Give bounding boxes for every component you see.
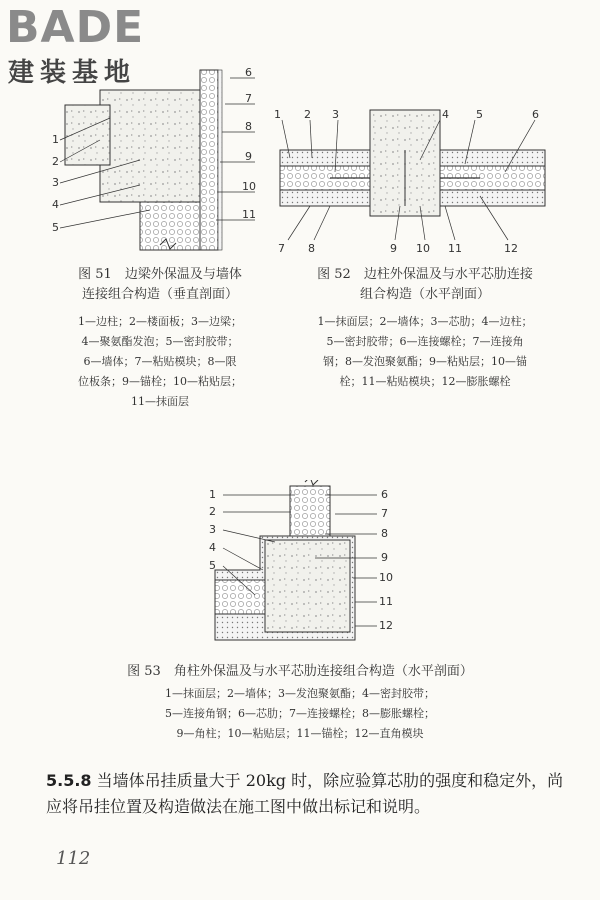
fig53-label-3: 3: [209, 523, 216, 536]
fig51-label-2: 2: [52, 155, 59, 168]
fig53-label-1: 1: [209, 488, 216, 501]
fig51-label-9: 9: [245, 150, 252, 163]
fig51-label-1: 1: [52, 133, 59, 146]
fig51-label-5: 5: [52, 221, 59, 234]
page-number: 112: [56, 848, 91, 869]
figure-53-caption: 图 53 角柱外保温及与水平芯肋连接组合构造（水平剖面）: [127, 664, 473, 679]
fig53-label-10: 10: [379, 571, 393, 584]
fig53-label-2: 2: [209, 505, 216, 518]
fig53-label-12: 12: [379, 619, 393, 632]
fig52-label-2: 2: [304, 108, 311, 121]
clause-5-5-8: [46, 768, 566, 820]
fig52-label-7: 7: [278, 242, 285, 255]
figure-51-legend: 1—边柱；2—楼面板；3—边梁； 4—聚氨酯发泡；5—密封胶带； 6—墙体；7—粘贴模块；8—限 位板条；9—锚栓；10—粘贴层； 11—抹面层: [78, 315, 242, 408]
fig52-label-5: 5: [476, 108, 483, 121]
fig52-label-6: 6: [532, 108, 539, 121]
fig51-label-7: 7: [245, 92, 252, 105]
fig53-label-11: 11: [379, 595, 393, 608]
fig51-label-6: 6: [245, 66, 252, 79]
fig52-label-3: 3: [332, 108, 339, 121]
clause-number: 5.5.8: [46, 771, 92, 790]
figure-51-drawing: [40, 60, 270, 260]
figure-52-caption: 图 52 边柱外保温及与水平芯肋连接 组合构造（水平剖面）: [317, 267, 533, 302]
logo-subtitle: 建装基地: [8, 58, 137, 88]
fig52-label-8: 8: [308, 242, 315, 255]
figure-52-legend: 1—抹面层；2—墙体；3—芯肋；4—边柱； 5—密封胶带；6—连接螺栓；7—连接角 钢；8—发泡聚氨酯；9—粘贴层；10—锚 栓；11—粘贴模块；12—膨胀螺栓: [317, 315, 533, 388]
logo-brand: BADE: [6, 2, 145, 53]
fig52-label-11: 11: [448, 242, 462, 255]
fig51-label-4: 4: [52, 198, 59, 211]
fig51-label-10: 10: [242, 180, 256, 193]
clause-text: 当墙体吊挂质量大于 20kg 时，除应验算芯肋的强度和稳定外，尚应将吊挂位置及构造做法在施工图中做出标记和说明。: [46, 771, 564, 816]
figure-53-legend: 1—抹面层；2—墙体；3—发泡聚氨酯；4—密封胶带； 5—连接角钢；6—芯肋；7—连接螺栓；8—膨胀螺栓； 9—角柱；10—粘贴层；11—锚栓；12—直角模块: [165, 687, 435, 740]
fig51-label-11: 11: [242, 208, 256, 221]
fig52-label-9: 9: [390, 242, 397, 255]
figure-52-drawing: [270, 100, 560, 260]
fig51-label-8: 8: [245, 120, 252, 133]
fig53-label-4: 4: [209, 541, 216, 554]
figure-53-drawing: [205, 480, 405, 650]
fig52-label-4: 4: [442, 108, 449, 121]
fig53-label-8: 8: [381, 527, 388, 540]
fig52-label-12: 12: [504, 242, 518, 255]
fig51-label-3: 3: [52, 176, 59, 189]
fig53-label-7: 7: [381, 507, 388, 520]
figure-51-caption: 图 51 边梁外保温及与墙体 连接组合构造（垂直剖面）: [78, 267, 242, 302]
fig52-label-1: 1: [274, 108, 281, 121]
fig53-label-6: 6: [381, 488, 388, 501]
fig53-label-5: 5: [209, 559, 216, 572]
fig52-label-10: 10: [416, 242, 430, 255]
fig53-label-9: 9: [381, 551, 388, 564]
